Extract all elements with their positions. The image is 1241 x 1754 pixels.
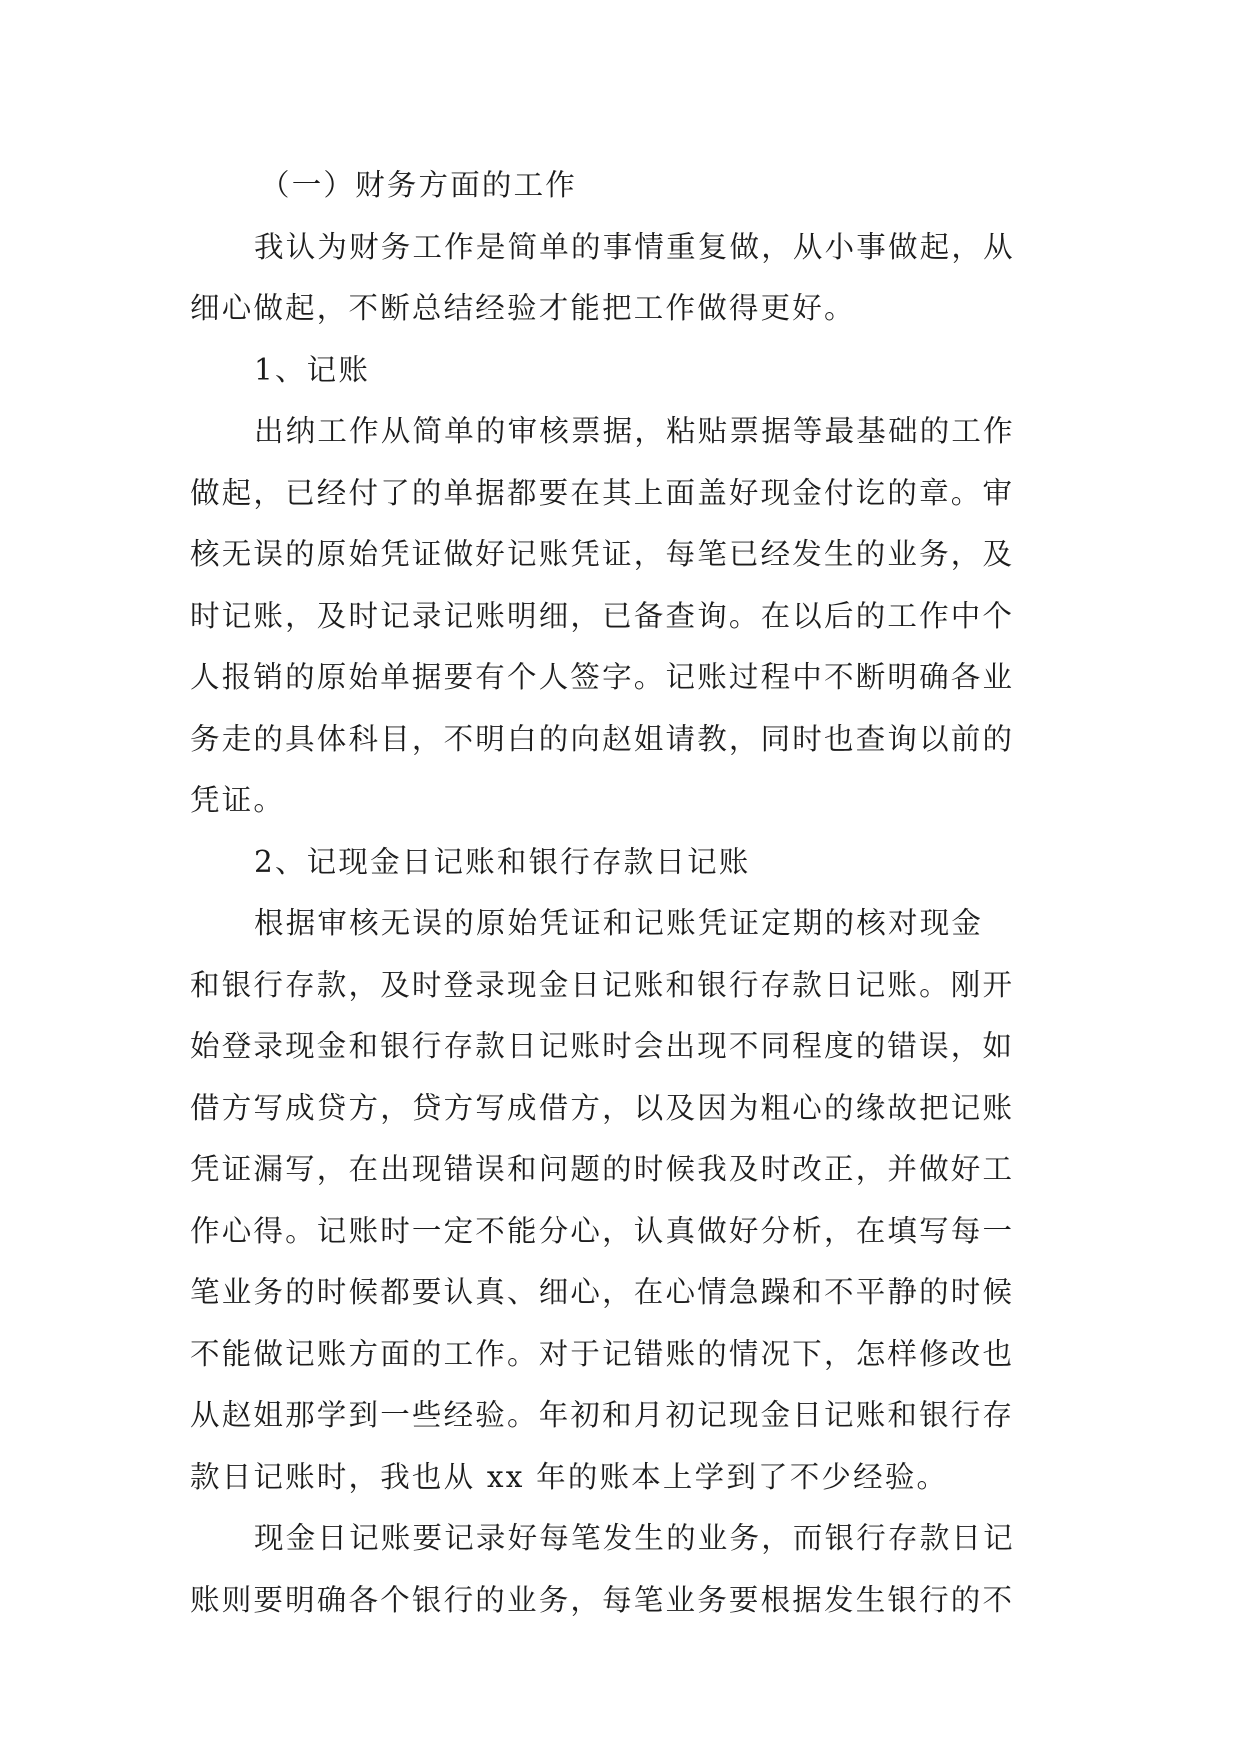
- text-line: 2、记现金日记账和银行存款日记账: [254, 844, 751, 879]
- text-line: 作心得。记账时一定不能分心，认真做好分析，在填写每一: [190, 1213, 1015, 1248]
- text-line: 核无误的原始凭证做好记账凭证，每笔已经发生的业务，及: [190, 537, 1015, 571]
- text-line: 细心做起，不断总结经验才能把工作做得更好。: [190, 291, 856, 325]
- text-line: 从赵姐那学到一些经验。年初和月初记现金日记账和银行存: [190, 1398, 1015, 1432]
- text-line: 务走的具体科目，不明白的向赵姐请教，同时也查询以前的: [190, 721, 1015, 756]
- document-body: [190, 155, 1060, 1631]
- text-line: 出纳工作从简单的审核票据，粘贴票据等最基础的工作: [254, 414, 1015, 448]
- text-line: 凭证。: [190, 783, 286, 817]
- text-line: 不能做记账方面的工作。对于记错账的情况下，怎样修改也: [190, 1336, 1015, 1371]
- text-line: 根据审核无误的原始凭证和记账凭证定期的核对现金: [254, 906, 984, 940]
- text-line: 做起，已经付了的单据都要在其上面盖好现金付讫的章。审: [190, 475, 1015, 510]
- text-line: 和银行存款，及时登录现金日记账和银行存款日记账。刚开: [190, 967, 1015, 1002]
- text-line: 人报销的原始单据要有个人签字。记账过程中不断明确各业: [190, 660, 1015, 694]
- text-line: 款日记账时，我也从 xx 年的账本上学到了不少经验。: [190, 1459, 949, 1494]
- text-line: 始登录现金和银行存款日记账时会出现不同程度的错误，如: [190, 1029, 1015, 1063]
- text-line: 时记账，及时记录记账明细，已备查询。在以后的工作中个: [190, 598, 1015, 633]
- text-line: 现金日记账要记录好每笔发生的业务，而银行存款日记: [254, 1521, 1015, 1555]
- text-line: 凭证漏写，在出现错误和问题的时候我及时改正，并做好工: [190, 1152, 1015, 1186]
- section-heading: （一）财务方面的工作: [260, 168, 578, 202]
- text-line: 笔业务的时候都要认真、细心，在心情急躁和不平静的时候: [190, 1275, 1015, 1309]
- text-line: 账则要明确各个银行的业务，每笔业务要根据发生银行的不: [190, 1582, 1015, 1617]
- text-line: 1、记账: [254, 352, 371, 387]
- text-line: 借方写成贷方，贷方写成借方，以及因为粗心的缘故把记账: [190, 1090, 1015, 1125]
- text-line: 我认为财务工作是简单的事情重复做，从小事做起，从: [254, 229, 1015, 264]
